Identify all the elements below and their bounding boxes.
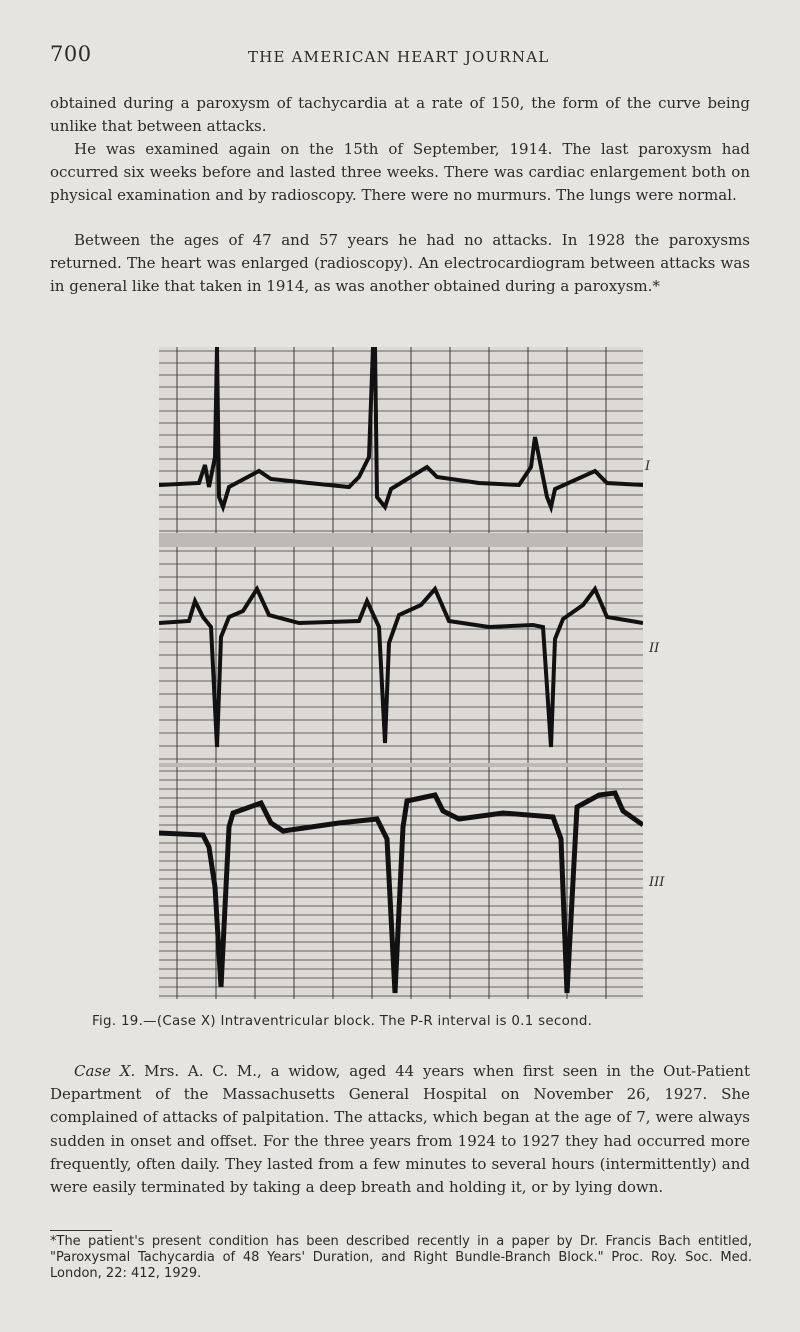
footnote: *The patient's present condition has been described recently in a paper by Dr. Francis Bach entitled, "Paroxysmal Tachycardia of 48 Years' Duration, and Right Bundle-Branch Block." Proc. Roy. Soc. Med. London, 22: 412, 1929. [50,1234,752,1281]
ecg-figure [159,347,665,999]
case-label: Case X. [74,1062,136,1080]
lead-label-2: II [649,641,660,656]
lead-label-1: I [645,459,651,474]
figure-caption: Fig. 19.—(Case X) Intraventricular block. The P-R interval is 0.1 second. [92,1014,593,1029]
paragraph-2: He was examined again on the 15th of September, 1914. The last paroxysm had occurred six weeks before and lasted three weeks. There was cardiac enlargement both on physical examination and by radioscopy. There were no murmurs. The lungs were normal. [50,140,750,205]
ecg-tracing-image [159,347,643,999]
page-number: 700 [50,42,92,66]
paragraph-3: Between the ages of 47 and 57 years he had no attacks. In 1928 the paroxysms returned. The heart was enlarged (radioscopy). An electrocardiogram between attacks was in general like that taken in 1914, as was another obtained during a paroxysm.* [50,231,750,296]
ecg-strip-lead-3 [159,767,643,999]
case-text: Mrs. A. C. M., a widow, aged 44 years when first seen in the Out-Patient Department of the Massachusetts General Hospital on November 26, 1927. She complained of attacks of palpitation. The attacks, which began at the age of 7, were always sudden in onset and offset. For the three years from 1924 to 1927 they had occurred more frequently, often daily. They lasted from a few minutes to several hours (intermittently) and were easily terminated by taking a deep breath and holding it, or by lying down. [50,1062,750,1197]
ecg-strip-lead-2 [159,547,643,763]
lead-label-3: III [649,875,665,890]
running-head: THE AMERICAN HEART JOURNAL [248,48,550,66]
case-paragraph [50,1060,750,1199]
paragraph-1: obtained during a paroxysm of tachycardia at a rate of 150, the form of the curve being unlike that between attacks. [50,94,750,136]
ecg-strip-lead-1 [159,347,643,533]
footnote-rule [50,1230,112,1231]
